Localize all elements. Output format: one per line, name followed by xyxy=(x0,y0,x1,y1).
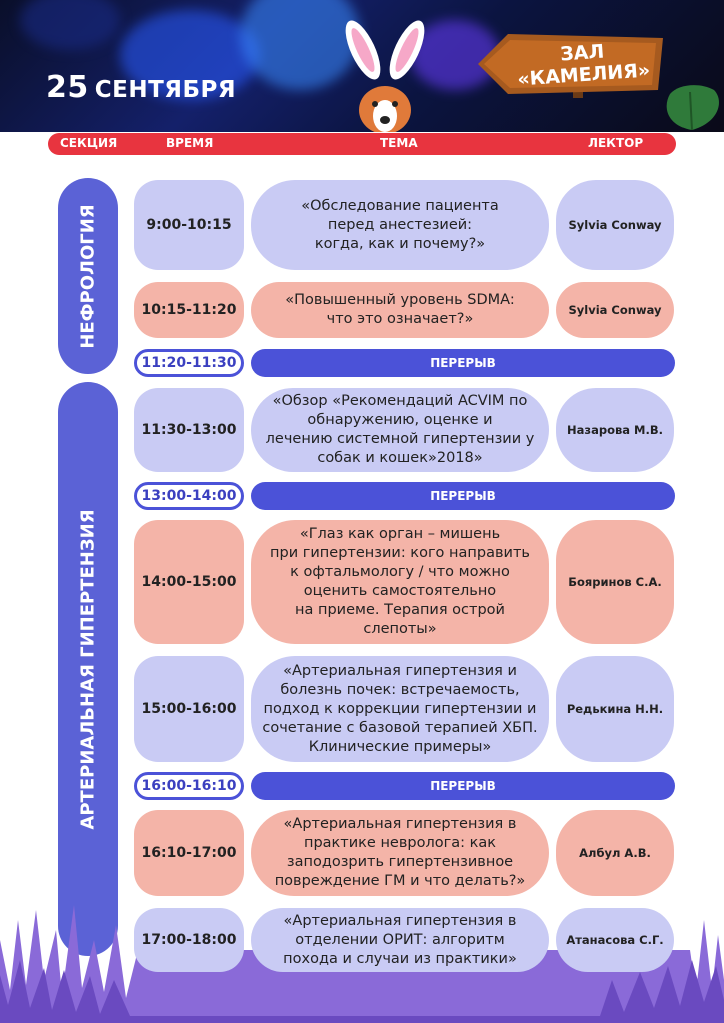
column-section: СЕКЦИЯ xyxy=(60,136,118,150)
column-header-bar xyxy=(48,133,676,155)
session-time: 14:00-15:00 xyxy=(134,520,244,644)
session-topic: «Глаз как орган – мишень при гипертензии: кого направить к офтальмологу / что можно оценить самостоятельно на приеме. Терапия острой слепоты» xyxy=(251,520,549,644)
session-topic: «Обзор «Рекомендаций ACVIM по обнаружению, оценке и лечению системной гипертензии у собак и кошек»2018» xyxy=(251,388,549,472)
column-topic: ТЕМА xyxy=(380,136,418,150)
session-lector: Редькина Н.Н. xyxy=(556,656,674,762)
session-time: 17:00-18:00 xyxy=(134,908,244,972)
break-time: 13:00-14:00 xyxy=(134,482,244,510)
monstera-leaf-icon xyxy=(660,80,724,132)
break-time: 16:00-16:10 xyxy=(134,772,244,800)
session-time: 9:00-10:15 xyxy=(134,180,244,270)
date-title xyxy=(46,70,236,105)
hall-line-1: ЗАЛ xyxy=(559,40,605,66)
session-time: 10:15-11:20 xyxy=(134,282,244,338)
section-nephrology-label: НЕФРОЛОГИЯ xyxy=(77,203,99,349)
session-time: 16:10-17:00 xyxy=(134,810,244,896)
hall-line-2: «КАМЕЛИЯ» xyxy=(516,59,651,91)
session-lector: Sylvia Conway xyxy=(556,180,674,270)
session-lector: Албул А.В. xyxy=(556,810,674,896)
section-hypertension-label: АРТЕРИАЛЬНАЯ ГИПЕРТЕНЗИЯ xyxy=(77,508,99,830)
session-time: 11:30-13:00 xyxy=(134,388,244,472)
section-nephrology xyxy=(58,178,118,374)
session-topic: «Артериальная гипертензия в отделении ОРИТ: алгоритм похода и случаи из практики» xyxy=(251,908,549,972)
break-bar: ПЕРЕРЫВ xyxy=(251,772,675,800)
date-day: 25 xyxy=(46,70,89,105)
column-lector: ЛЕКТОР xyxy=(588,136,644,150)
date-month: СЕНТЯБРЯ xyxy=(94,77,237,103)
section-hypertension xyxy=(58,382,118,956)
session-lector: Бояринов С.А. xyxy=(556,520,674,644)
session-lector: Sylvia Conway xyxy=(556,282,674,338)
column-time: ВРЕМЯ xyxy=(166,136,214,150)
session-topic: «Повышенный уровень SDMA: что это означает?» xyxy=(251,282,549,338)
session-lector: Атанасова С.Г. xyxy=(556,908,674,972)
session-topic: «Артериальная гипертензия и болезнь почек: встречаемость, подход к коррекции гипертензии и сочетание с базовой терапией ХБП. Клинические примеры» xyxy=(251,656,549,762)
bunny-dog-illustration xyxy=(325,20,445,132)
session-topic: «Обследование пациента перед анестезией: когда, как и почему?» xyxy=(251,180,549,270)
session-lector: Назарова М.В. xyxy=(556,388,674,472)
break-time: 11:20-11:30 xyxy=(134,349,244,377)
break-bar: ПЕРЕРЫВ xyxy=(251,482,675,510)
break-bar: ПЕРЕРЫВ xyxy=(251,349,675,377)
session-topic: «Артериальная гипертензия в практике невролога: как заподозрить гипертензивное повреждение ГМ и что делать?» xyxy=(251,810,549,896)
session-time: 15:00-16:00 xyxy=(134,656,244,762)
